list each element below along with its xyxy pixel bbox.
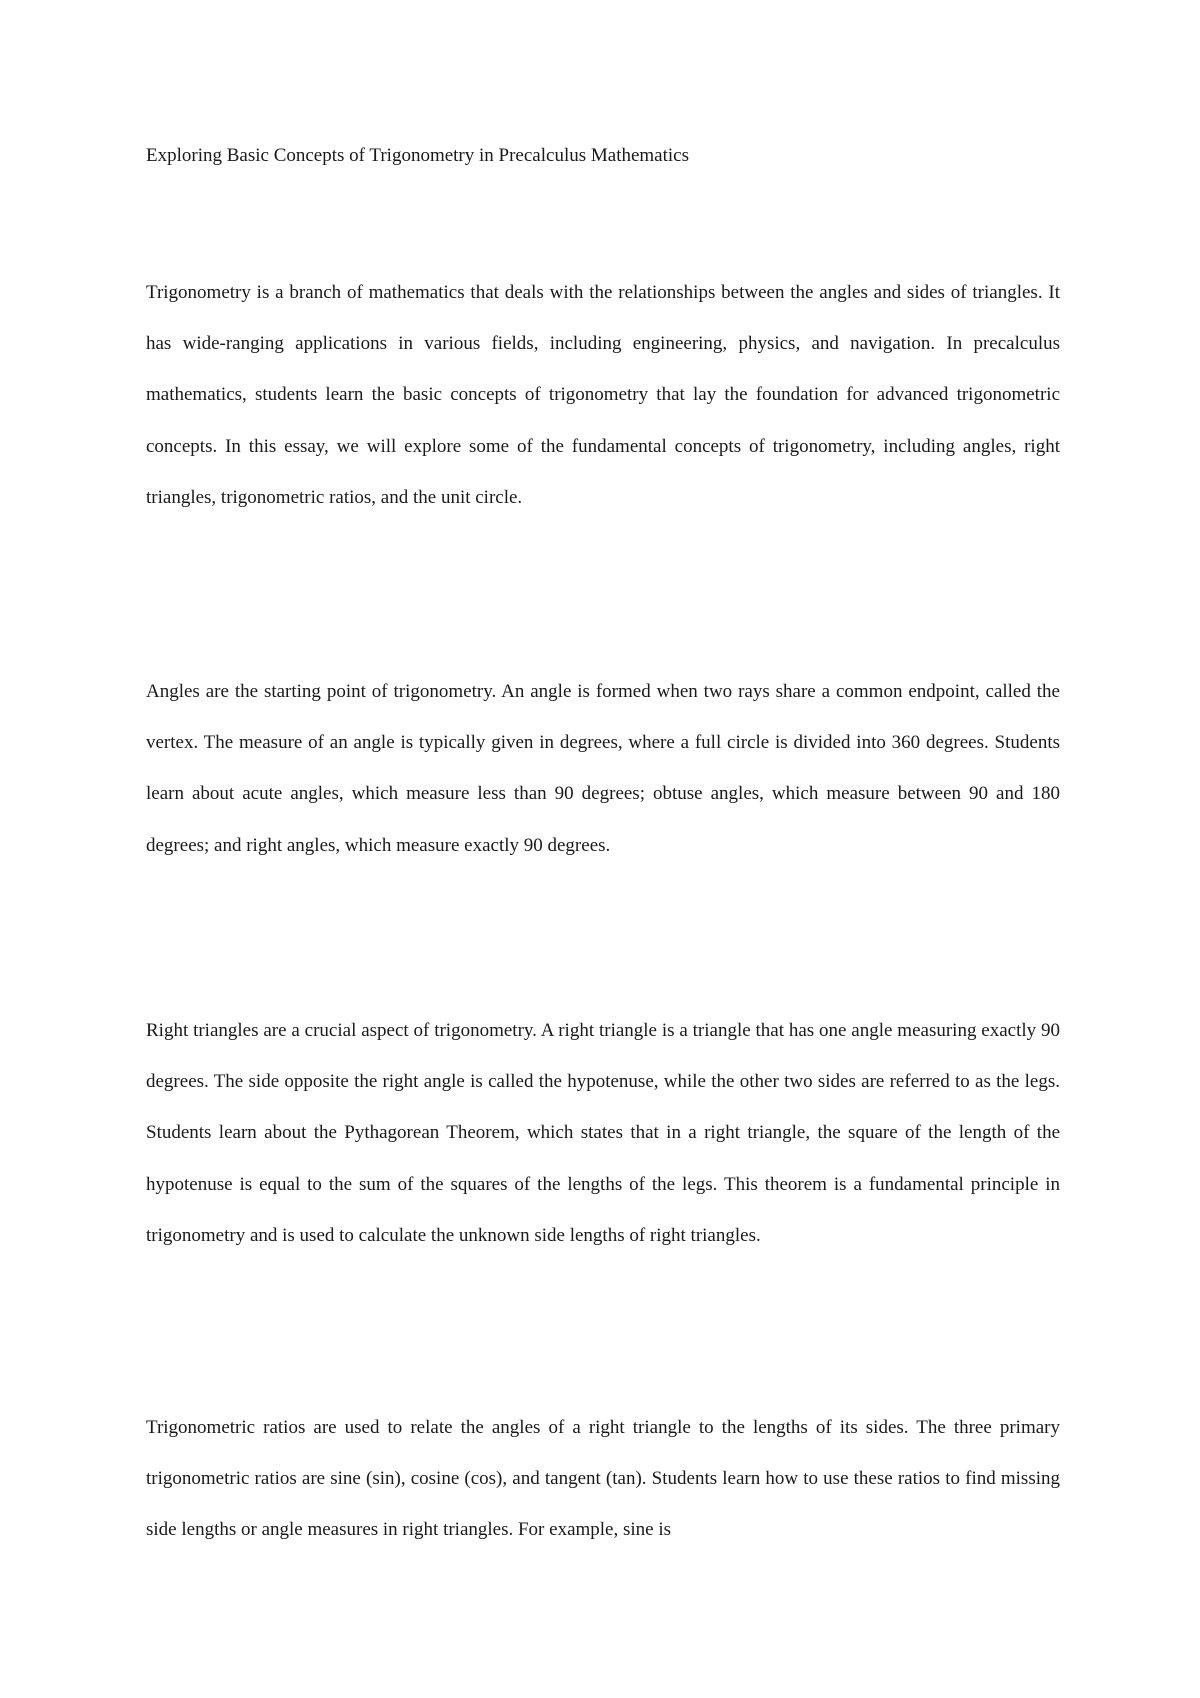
- document-title: Exploring Basic Concepts of Trigonometry in Precalculus Mathematics: [146, 145, 690, 166]
- paragraph-trigonometric-ratios: Trigonometric ratios are used to relate the angles of a right triangle to the lengths of its sides. The three primary trigonometric ratios are sine (sin), cosine (cos), and tangent (tan). Students learn how to use these ratios to find missing side lengths or angle measures in right triangles. For example, sine is: [146, 1417, 1060, 1541]
- paragraph-introduction: Trigonometry is a branch of mathematics that deals with the relationships between the angles and sides of triangles. It has wide-ranging applications in various fields, including engineering, physics, and navigation. In precalculus mathematics, students learn the basic concepts of trigonometry that lay the foundation for advanced trigonometric concepts. In this essay, we will explore some of the fundamental concepts of trigonometry, including angles, right triangles, trigonometric ratios, and the unit circle.: [146, 282, 1060, 508]
- paragraph-right-triangles: Right triangles are a crucial aspect of trigonometry. A right triangle is a triangle that has one angle measuring exactly 90 degrees. The side opposite the right angle is called the hypotenuse, while the other two sides are referred to as the legs. Students learn about the Pythagorean Theorem, which states that in a right triangle, the square of the length of the hypotenuse is equal to the sum of the squares of the lengths of the legs. This theorem is a fundamental principle in trigonometry and is used to calculate the unknown side lengths of right triangles.: [146, 1020, 1060, 1246]
- paragraph-angles: Angles are the starting point of trigonometry. An angle is formed when two rays share a common endpoint, called the vertex. The measure of an angle is typically given in degrees, where a full circle is divided into 360 degrees. Students learn about acute angles, which measure less than 90 degrees; obtuse angles, which measure between 90 and 180 degrees; and right angles, which measure exactly 90 degrees.: [146, 681, 1060, 856]
